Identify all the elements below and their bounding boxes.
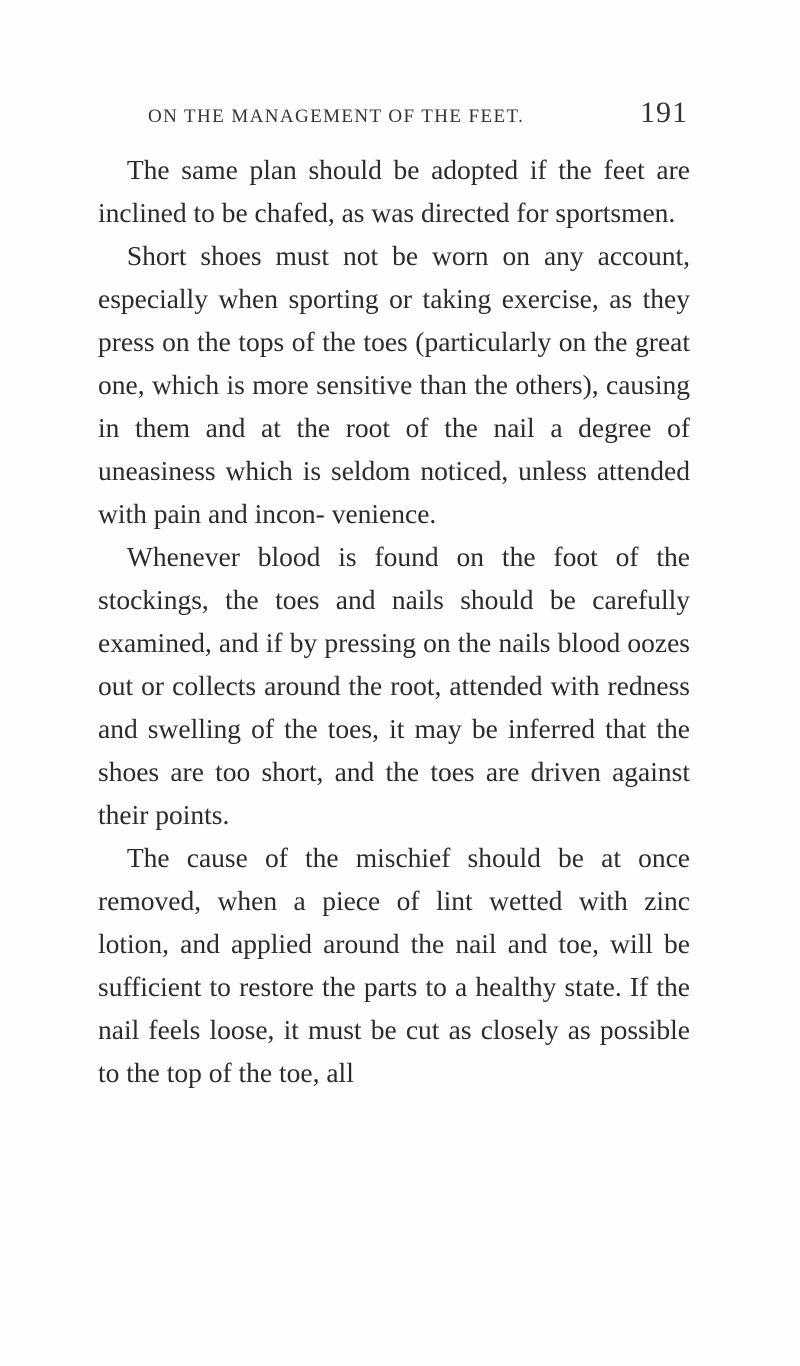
- paragraph-2: Short shoes must not be worn on any account, especially when sporting or taking exercise, as they press on the tops of the toes (particularly on the great one, which is more sensitive than the others), causing in them and at the root of the nail a degree of uneasiness which is seldom noticed, unless attended with pain and incon- venience.: [98, 240, 690, 529]
- paragraph-4: The cause of the mischief should be at once removed, when a piece of lint wetted with zinc lotion, and applied around the nail and toe, will be sufficient to restore the parts to a healthy state. If the nail feels loose, it must be cut as closely as possible to the top of the toe, all: [98, 842, 690, 1088]
- paragraph-3: Whenever blood is found on the foot of the stockings, the toes and nails should be carefully examined, and if by pressing on the nails blood oozes out or collects around the root, attended with redness and swelling of the toes, it may be inferred that the shoes are too short, and the toes are driven against their points.: [98, 541, 690, 830]
- paragraph-1: The same plan should be adopted if the feet are inclined to be chafed, as was directed for sportsmen.: [98, 154, 690, 228]
- running-head-title: ON THE MANAGEMENT OF THE FEET.: [148, 106, 525, 127]
- running-head: [148, 96, 688, 129]
- page-number: 191: [640, 96, 688, 129]
- body-text: [98, 148, 690, 1094]
